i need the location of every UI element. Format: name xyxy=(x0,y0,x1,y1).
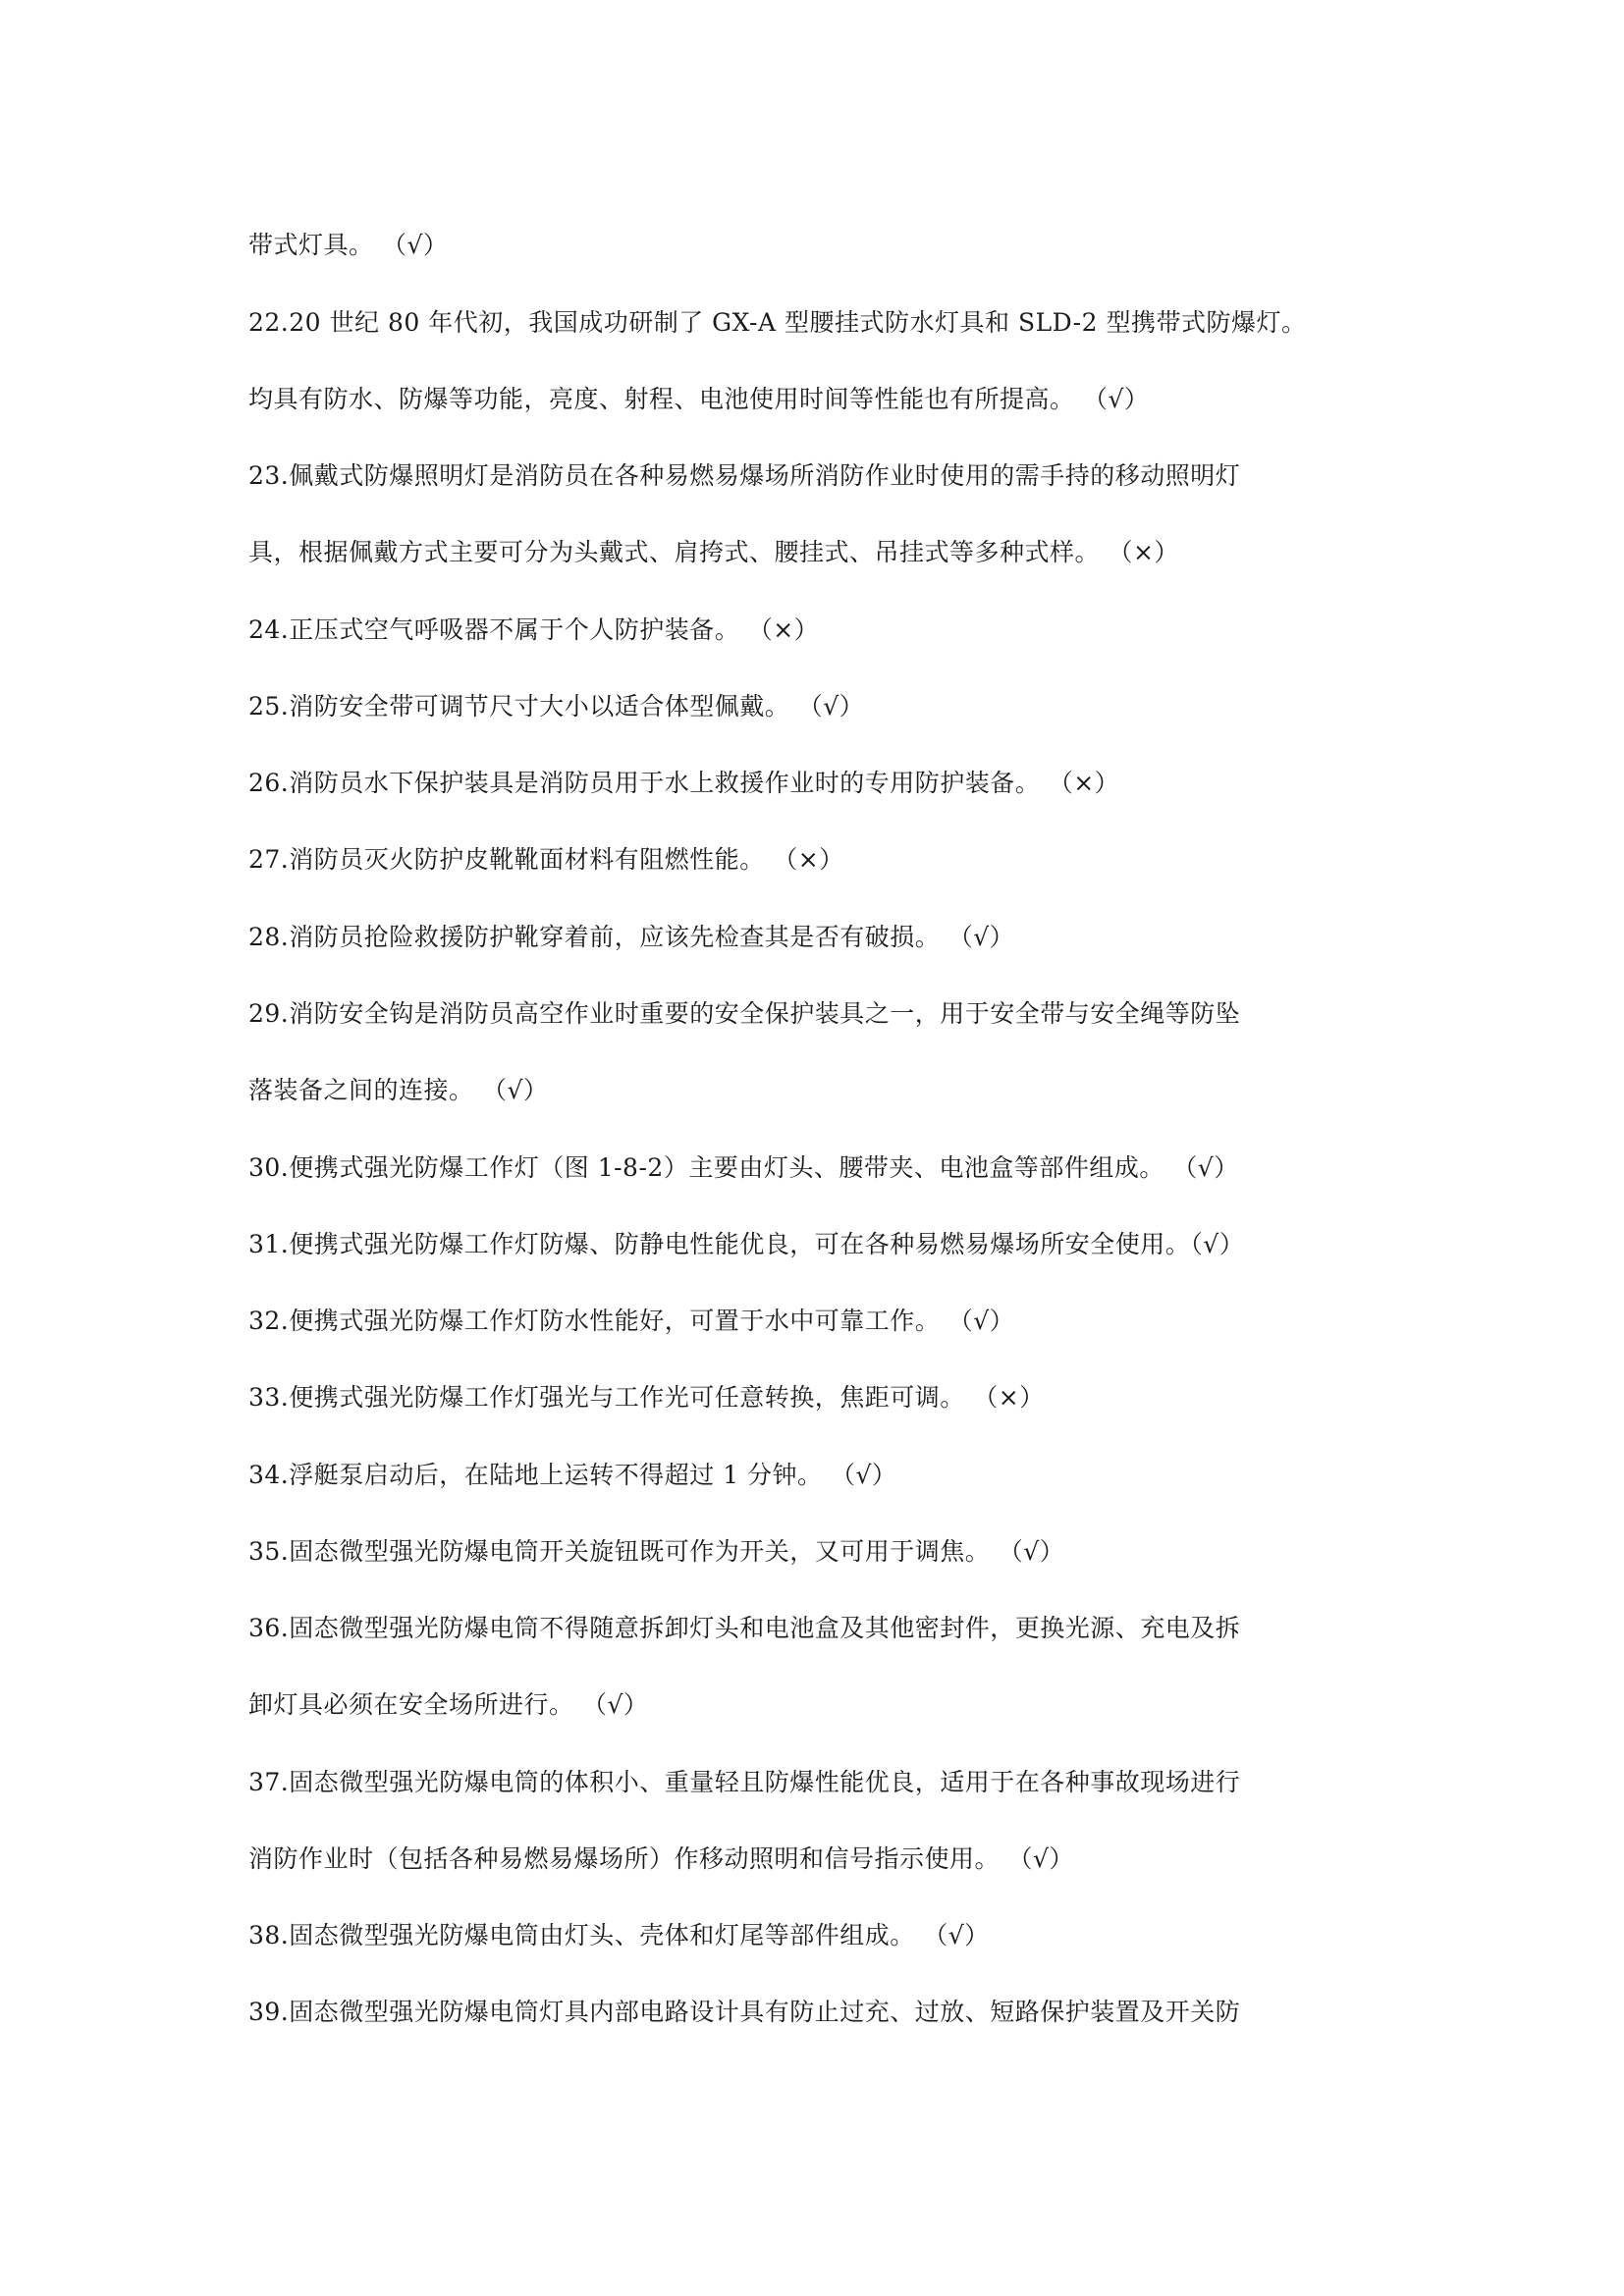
text-line: 35.固态微型强光防爆电筒开关旋钮既可作为开关，又可用于调焦。 （√） xyxy=(248,1537,1065,1566)
text-line: 28.消防员抢险救援防护靴穿着前，应该先检查其是否有破损。 （√） xyxy=(248,923,1015,951)
text-line: 22.20 世纪 80 年代初，我国成功研制了 GX-A 型腰挂式防水灯具和 SLD-2 型携带式防爆灯。 xyxy=(248,308,1307,337)
text-line: 卸灯具必须在安全场所进行。 （√） xyxy=(248,1690,649,1719)
text-line: 25.消防安全带可调节尺寸大小以适合体型佩戴。 （√） xyxy=(248,692,865,721)
text-line: 30.便携式强光防爆工作灯（图 1-8-2）主要由灯头、腰带夹、电池盒等部件组成。 （√） xyxy=(248,1153,1239,1182)
text-line: 31.便携式强光防爆工作灯防爆、防静电性能优良，可在各种易燃易爆场所安全使用。（√） xyxy=(248,1230,1245,1258)
text-line: 落装备之间的连接。 （√） xyxy=(248,1076,549,1104)
text-line: 33.便携式强光防爆工作灯强光与工作光可任意转换，焦距可调。 （×） xyxy=(248,1383,1045,1412)
text-line: 29.消防安全钩是消防员高空作业时重要的安全保护装具之一，用于安全带与安全绳等防坠 xyxy=(248,999,1241,1028)
text-line: 均具有防水、防爆等功能，亮度、射程、电池使用时间等性能也有所提高。 （√） xyxy=(248,385,1150,413)
text-line: 32.便携式强光防爆工作灯防水性能好，可置于水中可靠工作。 （√） xyxy=(248,1307,1015,1335)
text-line: 36.固态微型强光防爆电筒不得随意拆卸灯头和电池盒及其他密封件，更换光源、充电及拆 xyxy=(248,1614,1241,1642)
text-line: 27.消防员灭火防护皮靴靴面材料有阻燃性能。 （×） xyxy=(248,845,844,874)
text-line: 37.固态微型强光防爆电筒的体积小、重量轻且防爆性能优良，适用于在各种事故现场进行 xyxy=(248,1768,1241,1796)
text-line: 39.固态微型强光防爆电筒灯具内部电路设计具有防止过充、过放、短路保护装置及开关防 xyxy=(248,1998,1241,2026)
text-line: 38.固态微型强光防爆电筒由灯头、壳体和灯尾等部件组成。 （√） xyxy=(248,1921,990,1949)
text-line: 具，根据佩戴方式主要可分为头戴式、肩挎式、腰挂式、吊挂式等多种式样。 （×） xyxy=(248,538,1179,566)
text-line: 34.浮艇泵启动后，在陆地上运转不得超过 1 分钟。 （√） xyxy=(248,1461,897,1489)
text-line: 带式灯具。 （√） xyxy=(248,231,449,259)
text-line: 24.正压式空气呼吸器不属于个人防护装备。 （×） xyxy=(248,615,820,644)
text-line: 消防作业时（包括各种易燃易爆场所）作移动照明和信号指示使用。 （√） xyxy=(248,1844,1074,1873)
text-line: 26.消防员水下保护装具是消防员用于水上救援作业时的专用防护装备。 （×） xyxy=(248,769,1120,797)
text-line: 23.佩戴式防爆照明灯是消防员在各种易燃易爆场所消防作业时使用的需手持的移动照明灯 xyxy=(248,461,1241,490)
